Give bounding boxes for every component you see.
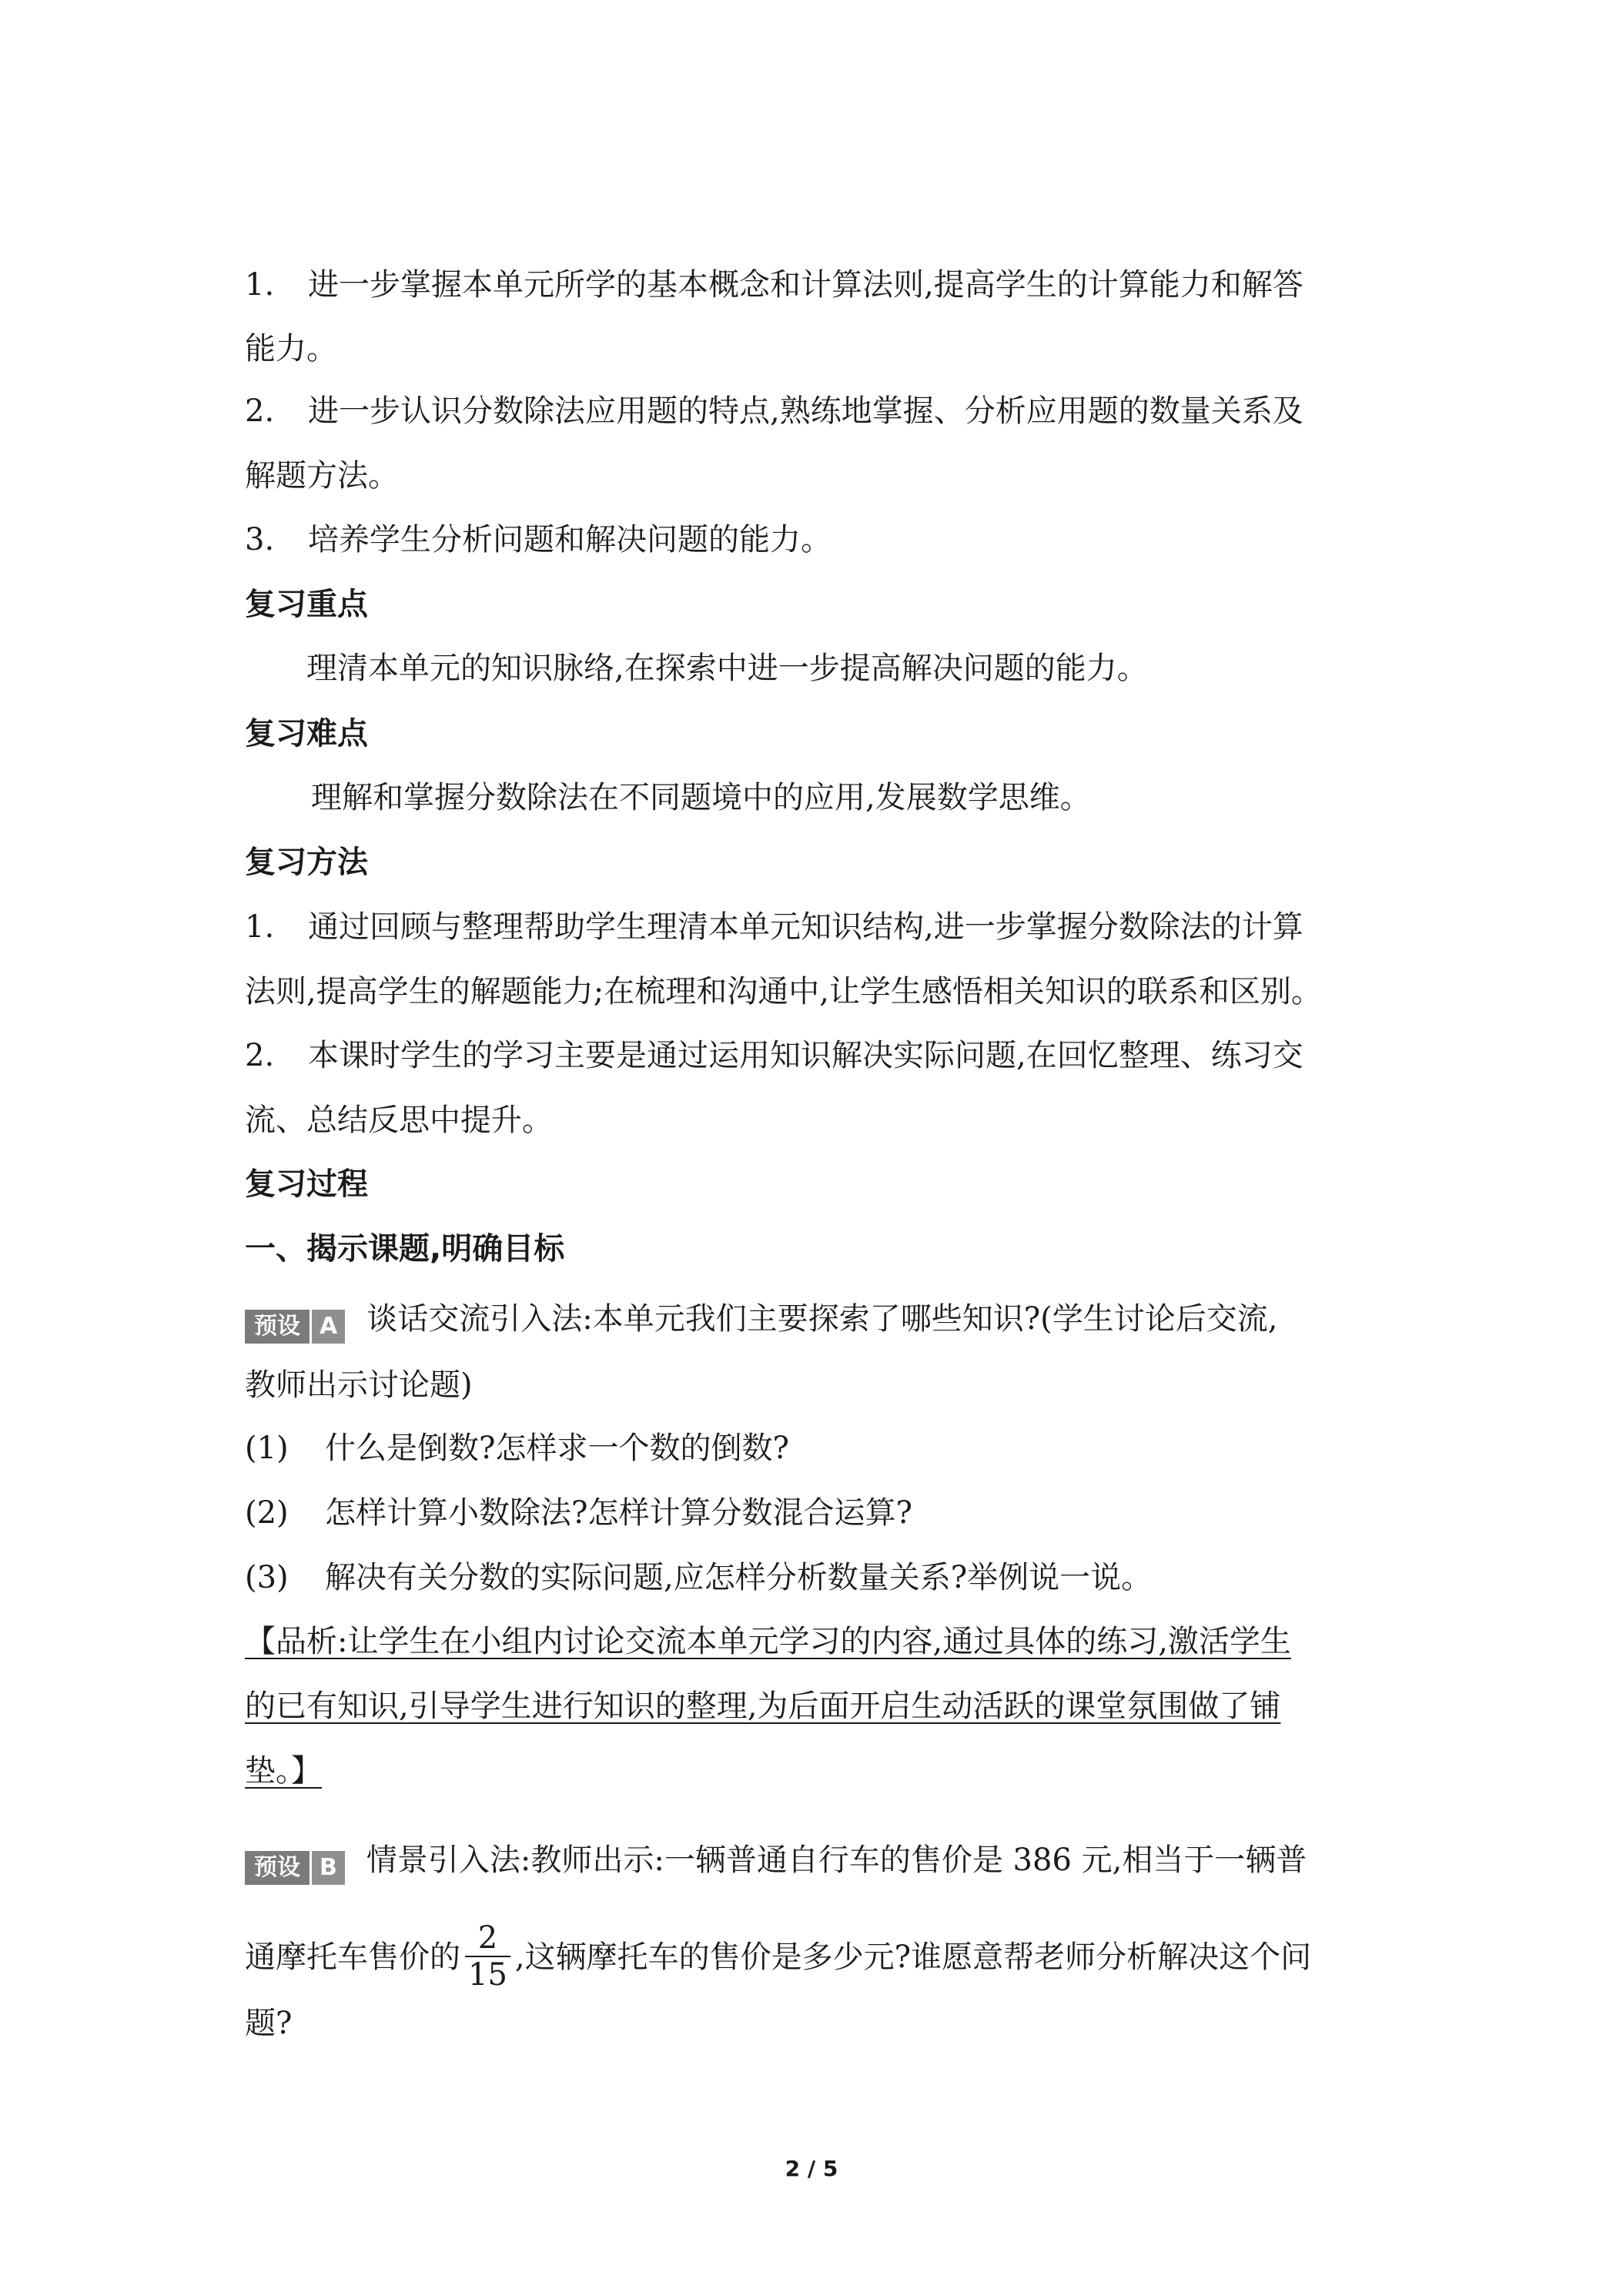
preset-b-line-2: 通摩托车售价的 $\frac{2}{15}$ ,这辆摩托车的售价是多少元?谁愿意帮老师分析解决这个问 <box>245 1920 1312 1993</box>
analysis-line-3: 垫。】 <box>245 1753 322 1789</box>
method-item-1: 1. 通过回顾与整理帮助学生理清本单元知识结构,进一步掌握分数除法的计算 <box>245 909 1303 945</box>
preset-b-badge: 预设 B <box>245 1851 345 1885</box>
fraction: $\frac{2}{15}$ <box>465 1920 510 1993</box>
preset-a-line-2: 教师出示讨论题) <box>245 1367 473 1403</box>
page-number: 2 / 5 <box>785 2156 838 2181</box>
difficulty-heading: 复习难点 <box>245 716 368 751</box>
objective-1: 1. 进一步掌握本单元所学的基本概念和计算法则,提高学生的计算能力和解答 <box>245 267 1303 303</box>
question-2: (2) 怎样计算小数除法?怎样计算分数混合运算? <box>245 1495 912 1531</box>
key-point-text: 理清本单元的知识脉络,在探索中进一步提高解决问题的能力。 <box>306 651 1148 686</box>
preset-a-badge: 预设 A <box>245 1310 345 1344</box>
question-1: (1) 什么是倒数?怎样求一个数的倒数? <box>245 1431 789 1466</box>
process-heading: 复习过程 <box>245 1166 368 1202</box>
section-1-heading: 一、揭示课题,明确目标 <box>245 1231 565 1267</box>
objective-2-cont: 解题方法。 <box>245 458 399 494</box>
analysis-line-2: 的已有知识,引导学生进行知识的整理,为后面开启生动活跃的课堂氛围做了铺 <box>245 1689 1281 1724</box>
analysis-line-1: 【品析:让学生在小组内讨论交流本单元学习的内容,通过具体的练习,激活学生 <box>245 1624 1291 1659</box>
difficulty-text: 理解和掌握分数除法在不同题境中的应用,发展数学思维。 <box>311 780 1091 815</box>
objective-3: 3. 培养学生分析问题和解决问题的能力。 <box>245 522 832 557</box>
method-item-2-cont: 流、总结反思中提升。 <box>245 1103 553 1138</box>
document-page <box>245 0 1384 2296</box>
method-item-2: 2. 本课时学生的学习主要是通过运用知识解决实际问题,在回忆整理、练习交 <box>245 1038 1303 1073</box>
preset-b-line-3: 题? <box>245 2006 293 2041</box>
method-item-1-cont: 法则,提高学生的解题能力;在梳理和沟通中,让学生感悟相关知识的联系和区别。 <box>245 974 1322 1009</box>
preset-b-line-1: 预设 B 情景引入法:教师出示:一辆普通自行车的售价是 386 元,相当于一辆普 <box>245 1839 1307 1885</box>
question-3: (3) 解决有关分数的实际问题,应怎样分析数量关系?举例说一说。 <box>245 1560 1153 1595</box>
preset-a-line-1: 预设 A 谈话交流引入法:本单元我们主要探索了哪些知识?(学生讨论后交流, <box>245 1297 1277 1344</box>
key-point-heading: 复习重点 <box>245 587 368 622</box>
objective-2: 2. 进一步认识分数除法应用题的特点,熟练地掌握、分析应用题的数量关系及 <box>245 393 1303 429</box>
objective-1-cont: 能力。 <box>245 331 337 366</box>
method-heading: 复习方法 <box>245 845 368 880</box>
